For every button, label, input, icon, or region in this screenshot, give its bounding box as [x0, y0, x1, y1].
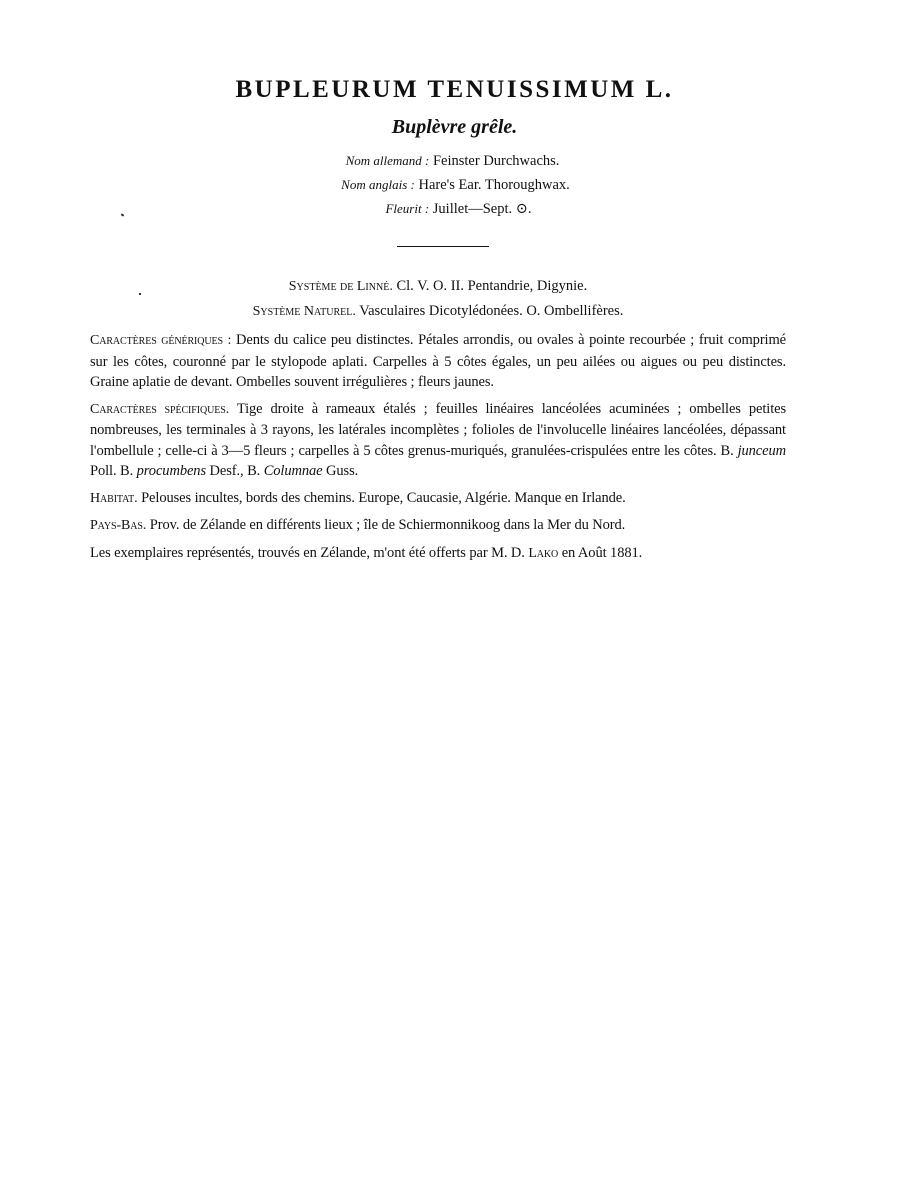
habitat-label: Habitat. [90, 490, 138, 506]
generic-characters-text: Dents du calice peu distinctes. Pétales arrondis, ou ovales à pointe recourbée ; fruit comprimé sur les côtes, couronné par le stylopode aplati. Carpelles à 5 côtes égales, un peu ailées ou aigues ou peu distinctes. Graine aplatie de devant. Ombelles souvent irrégulières ; fleurs jaunes. [90, 332, 787, 390]
natural-system-label: Système Naturel. [252, 304, 356, 319]
flowering-label: Fleurit : [385, 201, 430, 216]
linne-system-line [90, 274, 786, 299]
page-title: BUPLEURUM TENUISSIMUM L. [235, 76, 674, 103]
flowering-line [0, 197, 909, 221]
specific-characters-paragraph [90, 399, 786, 482]
synonym-columnae: Columnae [263, 463, 323, 479]
german-name-value: Feinster Durchwachs. [432, 153, 560, 169]
page-subtitle: Buplèvre grêle. [391, 116, 518, 138]
synonym-author-1: Poll. B. [90, 463, 137, 479]
description-body [90, 274, 786, 564]
netherlands-label: Pays-Bas. [90, 518, 147, 533]
specimens-paragraph [90, 543, 786, 565]
netherlands-text: Prov. de Zélande en différents lieux ; île de Schiermonnikoog dans la Mer du Nord. [149, 517, 626, 533]
synonym-junceum: junceum [737, 442, 786, 459]
specific-characters-label: Caractères spécifiques. [90, 401, 230, 417]
english-name-label: Nom anglais : [341, 177, 415, 192]
synonym-procumbens: procumbens [136, 463, 206, 479]
german-name-line [0, 149, 909, 173]
habitat-paragraph [90, 488, 786, 510]
generic-characters-paragraph [90, 330, 786, 393]
donor-name: Lako [528, 545, 559, 561]
natural-system-text: Vasculaires Dicotylédonées. O. Ombellifères. [359, 303, 624, 319]
common-names [0, 149, 909, 221]
synonym-author-3: Guss. [322, 463, 359, 479]
linne-system-label: Système de Linné. [288, 279, 393, 294]
german-name-label: Nom allemand : [345, 153, 430, 168]
specimens-text: Les exemplaires représentés, trouvés en Zélande, m'ont été offerts par M. D. [90, 544, 525, 561]
synonym-author-2: Desf., B. [206, 463, 264, 479]
generic-characters-label: Caractères génériques : [90, 333, 232, 348]
natural-system-line [90, 299, 786, 324]
donation-date: en Août 1881. [561, 544, 643, 561]
netherlands-paragraph [90, 515, 786, 537]
flowering-value: Juillet—Sept. ⊙. [432, 201, 532, 217]
english-name-value: Hare's Ear. Thoroughwax. [418, 177, 570, 193]
english-name-line [0, 173, 909, 197]
divider-rule [397, 246, 489, 247]
specific-characters-text: Tige droite à rameaux étalés ; feuilles linéaires lancéolées acuminées ; ombelles petites nombreuses, les terminales à 3 rayons, les latérales incomplètes ; folioles de l'involucelle linéaires lancéolées, dépassant l'ombellule ; celle-ci à 3—5 fleurs ; carpelles à 5 côtes grenus-muriqués, granulées-crispulées entre les côtes. B. [90, 400, 787, 459]
habitat-text: Pelouses incultes, bords des chemins. Europe, Caucasie, Algérie. Manque en Irlande. [141, 489, 626, 506]
linne-system-text: Cl. V. O. II. Pentandrie, Digynie. [396, 278, 588, 294]
